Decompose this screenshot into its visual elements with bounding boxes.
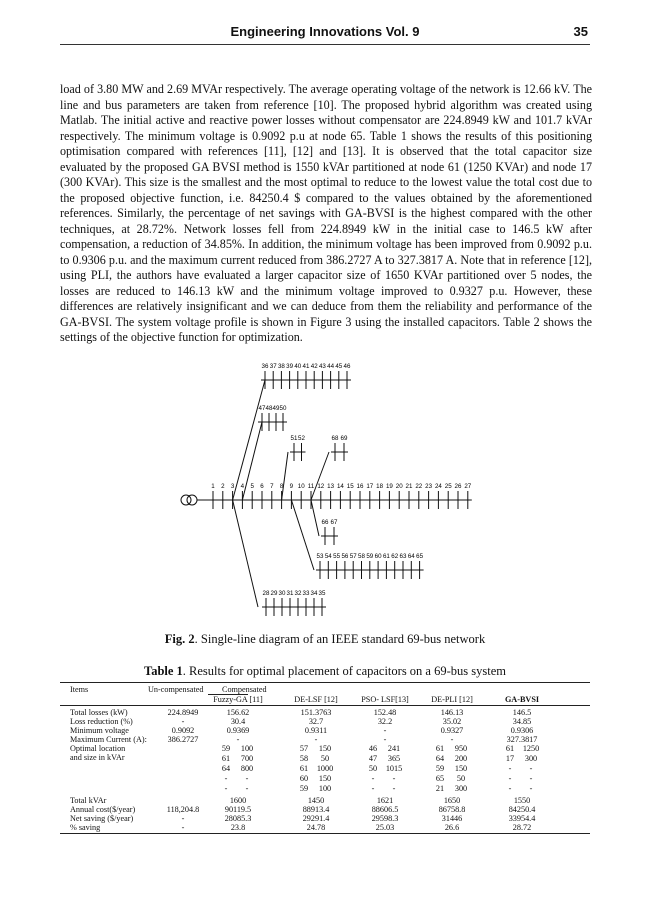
table-cell: 28085.3: [224, 814, 252, 823]
journal-title: Engineering Innovations Vol. 9: [230, 24, 420, 39]
placement-size: -: [245, 774, 249, 783]
table-cell: 146.5: [512, 708, 532, 717]
bus-label-37: 37: [269, 363, 277, 370]
placement-node: 65: [435, 774, 445, 783]
bus-label-26: 26: [454, 483, 462, 490]
placement-size: -: [245, 784, 249, 793]
figure-label: Fig. 2: [164, 632, 195, 646]
bus-label-6: 6: [260, 483, 264, 490]
placement-size: 300: [454, 784, 468, 793]
table-cell: -: [450, 735, 454, 744]
placement-size: -: [529, 764, 533, 773]
placement-node: 59: [299, 784, 309, 793]
bus-label-1: 1: [211, 483, 215, 490]
table-row-uncompensated: 0.9092: [171, 726, 195, 735]
table-row-label: Total losses (kW): [70, 708, 128, 717]
bus-label-36: 36: [261, 363, 269, 370]
placement-size: 100: [318, 784, 332, 793]
placement-label-2: and size in kVAr: [70, 753, 125, 762]
placement-size: 241: [387, 744, 401, 753]
placement-size: 300: [524, 754, 538, 763]
single-line-diagram: [0, 360, 650, 635]
placement-size: -: [529, 774, 533, 783]
table-header-rule: [60, 705, 590, 706]
table-caption: [0, 664, 650, 679]
bus-label-39: 39: [286, 363, 294, 370]
bus-label-33: 33: [302, 590, 310, 597]
placement-node: 61: [435, 744, 445, 753]
table-caption-text: . Results for optimal placement of capacitors on a 69-bus system: [182, 664, 506, 678]
header-rule: [60, 44, 590, 45]
table-cell: 156.62: [226, 708, 250, 717]
bus-label-19: 19: [385, 483, 393, 490]
bus-label-50: 50: [279, 405, 287, 412]
bus-label-29: 29: [270, 590, 278, 597]
table-cell: 23.8: [230, 823, 246, 832]
bus-label-41: 41: [302, 363, 310, 370]
placement-node: 59: [221, 744, 231, 753]
bus-label-59: 59: [366, 553, 374, 560]
placement-size: -: [392, 774, 396, 783]
bus-label-58: 58: [358, 553, 365, 560]
source-icon-2: [187, 495, 197, 505]
table-cell: 1600: [229, 796, 247, 805]
table-total-uncompensated: 118,204.8: [166, 805, 200, 814]
table-cell: 33954.4: [508, 814, 536, 823]
table-row-label: Loss reduction (%): [70, 717, 133, 726]
table-cell: -: [383, 735, 387, 744]
table-cell: -: [383, 726, 387, 735]
table-row-label: Maximum Current (A):: [70, 735, 147, 744]
placement-size: 150: [454, 764, 468, 773]
placement-size: 800: [240, 764, 254, 773]
bus-label-43: 43: [318, 363, 326, 370]
placement-node: 17: [505, 754, 515, 763]
bus-label-16: 16: [356, 483, 364, 490]
table-row-uncompensated: -: [181, 717, 185, 726]
table-cell: 0.9369: [226, 726, 250, 735]
bus-label-65: 65: [416, 553, 424, 560]
table-cell: 29291.4: [302, 814, 330, 823]
table-total-label: Net saving ($/year): [70, 814, 134, 823]
placement-size: 50: [456, 774, 466, 783]
table-row-uncompensated: 386.2727: [167, 735, 199, 744]
table-total-uncompensated: -: [181, 823, 185, 832]
diagram-svg: [0, 360, 650, 630]
placement-size: 1015: [385, 764, 403, 773]
table-cell: 32.7: [308, 717, 324, 726]
table-cell: 90119.5: [224, 805, 252, 814]
bus-label-55: 55: [333, 553, 341, 560]
page-number: 35: [573, 24, 588, 39]
table-cell: 29598.3: [371, 814, 399, 823]
bus-label-5: 5: [250, 483, 254, 490]
placement-size: 150: [318, 774, 332, 783]
table-cell: 35.02: [442, 717, 462, 726]
placement-node: -: [224, 784, 228, 793]
table-cell: 30.4: [230, 717, 246, 726]
branch-8-51: [279, 452, 288, 500]
table-cell: 25.03: [375, 823, 395, 832]
placement-node: 46: [368, 744, 378, 753]
bus-label-52: 52: [298, 435, 305, 442]
bus-label-7: 7: [270, 483, 274, 490]
bus-label-49: 49: [272, 405, 280, 412]
table-header-method: DE-LSF [12]: [294, 695, 338, 704]
bus-label-2: 2: [221, 483, 225, 490]
bus-label-62: 62: [391, 553, 399, 560]
placement-node: -: [371, 774, 375, 783]
bus-label-17: 17: [366, 483, 374, 490]
table-header-method: DE-PLI [12]: [431, 695, 473, 704]
placement-node: -: [508, 764, 512, 773]
placement-size: 100: [240, 744, 254, 753]
table-cell: 88606.5: [371, 805, 399, 814]
bus-label-45: 45: [335, 363, 343, 370]
bus-label-25: 25: [444, 483, 452, 490]
placement-node: 60: [299, 774, 309, 783]
bus-label-4: 4: [240, 483, 245, 490]
placement-size: -: [392, 784, 396, 793]
bus-label-12: 12: [317, 483, 325, 490]
placement-node: 58: [299, 754, 309, 763]
body-paragraph: load of 3.80 MW and 2.69 MVAr respectively. The average operating voltage of the network is 12.66 kV. The line and bus parameters are taken from reference [10]. The proposed hybrid algorithm was created using Matlab. The initial active and reactive power losses without compensator are 224.8949 kW and 101.7 kVAr respectively. The minimum voltage is 0.9092 p.u at node 65. Table 1 shows the results of this positioning optimisation compared with references [11], [12] and [13]. It is observed that the total capacitor size evaluated by the proposed GA BVSI method is 1550 kVAr partitioned at node 61 (1250 KVAr) and node 17 (300 KVAr). This size is the smallest and the most optimal to reduce to the lowest value the total cost due to the proposed objective function, i.e. 84250.4 $ compared to the values obtained by the aforementioned references. Similarly, the percentage of net savings with GA-BVSI is the highest compared with the other techniques, at 28.72%. Network losses fell from 224.8949 kW in the initial case to 146.5 kW after compensation, a reduction of 34.85%. In addition, the minimum voltage has been improved from 0.9092 p.u. to 0.9306 p.u. and the maximum current reduced from 386.2727 A to 327.3817 A. Note that in reference [12], using PLI, the authors have evaluated a larger capacitor size of 1650 KVAr partitioned over 5 nodes, the losses are reduced to 146.13 kW and the minimum voltage improved to 0.9327 p.u. However, these differences are relatively insignificant and we can deduce from them the reliability and performance of the GA-BVSI. The system voltage profile is shown in Figure 3 using the installed capacitors. Table 2 shows the settings of the objective function for optimization.: [60, 82, 592, 344]
table-label: Table 1: [144, 664, 183, 678]
table-cell: 88913.4: [302, 805, 330, 814]
bus-label-18: 18: [376, 483, 384, 490]
table-cell: 86758.8: [438, 805, 466, 814]
bus-label-15: 15: [346, 483, 354, 490]
placement-node: -: [371, 784, 375, 793]
figure-caption-text: . Single-line diagram of an IEEE standard 69-bus network: [194, 632, 486, 646]
bus-label-13: 13: [327, 483, 335, 490]
table-top-rule: [60, 682, 590, 683]
table-header-method: Fuzzy-GA [11]: [213, 695, 263, 704]
placement-node: 47: [368, 754, 378, 763]
placement-node: 57: [299, 744, 309, 753]
table-cell: 327.3817: [506, 735, 538, 744]
bus-label-23: 23: [425, 483, 433, 490]
bus-label-10: 10: [297, 483, 305, 490]
placement-node: 61: [505, 744, 515, 753]
table-header-method: PSO- LSF[13]: [361, 695, 409, 704]
bus-label-48: 48: [265, 405, 273, 412]
placement-size: 700: [240, 754, 254, 763]
placement-node: 50: [368, 764, 378, 773]
bus-label-51: 51: [290, 435, 298, 442]
figure-caption: [0, 632, 650, 647]
table-cell: 26.6: [444, 823, 460, 832]
table-cell: 28.72: [512, 823, 532, 832]
bus-label-46: 46: [343, 363, 351, 370]
bus-label-60: 60: [374, 553, 382, 560]
table-cell: 151.3763: [300, 708, 332, 717]
table-cell: 32.2: [377, 717, 393, 726]
table-header-uncompensated: Un-compensated: [148, 685, 204, 694]
table-cell: 152.48: [373, 708, 397, 717]
table-header-compensated: Compensated: [222, 685, 267, 694]
placement-node: 21: [435, 784, 445, 793]
table-cell: 24.78: [306, 823, 326, 832]
placement-size: 1000: [316, 764, 334, 773]
table-cell: -: [314, 735, 318, 744]
branch-3-28: [233, 500, 258, 607]
bus-label-63: 63: [399, 553, 407, 560]
placement-size: 150: [318, 744, 332, 753]
table-cell: 84250.4: [508, 805, 536, 814]
table-cell: 31446: [441, 814, 463, 823]
table-header-items: Items: [70, 685, 89, 694]
placement-size: 1250: [522, 744, 540, 753]
bus-label-57: 57: [349, 553, 357, 560]
bus-label-11: 11: [307, 483, 315, 490]
placement-node: 61: [299, 764, 309, 773]
bus-label-34: 34: [310, 590, 318, 597]
bus-label-68: 68: [331, 435, 339, 442]
bus-label-24: 24: [434, 483, 442, 490]
table-bottom-rule: [60, 833, 590, 834]
bus-label-69: 69: [340, 435, 348, 442]
placement-node: 64: [221, 764, 231, 773]
table-cell: 0.9311: [304, 726, 328, 735]
table-cell: 146.13: [440, 708, 464, 717]
placement-size: 200: [454, 754, 468, 763]
bus-label-20: 20: [395, 483, 403, 490]
branch-3-36: [230, 380, 265, 500]
table-header-method: GA-BVSI: [504, 695, 540, 704]
bus-label-38: 38: [277, 363, 285, 370]
bus-label-47: 47: [258, 405, 266, 412]
placement-node: -: [508, 784, 512, 793]
table-cell: 1621: [376, 796, 394, 805]
bus-label-42: 42: [310, 363, 318, 370]
table-cell: 1450: [307, 796, 325, 805]
table-row-uncompensated: 224.8949: [167, 708, 199, 717]
bus-label-14: 14: [336, 483, 344, 490]
placement-label: Optimal location: [70, 744, 126, 753]
bus-label-61: 61: [382, 553, 390, 560]
placement-size: 365: [387, 754, 401, 763]
bus-label-56: 56: [341, 553, 349, 560]
bus-label-44: 44: [327, 363, 335, 370]
table-row-label: Minimum voltage: [70, 726, 129, 735]
bus-label-64: 64: [407, 553, 415, 560]
branch-11-68: [311, 452, 329, 500]
bus-label-31: 31: [286, 590, 294, 597]
placement-node: 59: [435, 764, 445, 773]
bus-label-40: 40: [294, 363, 302, 370]
bus-label-9: 9: [289, 483, 294, 490]
bus-label-53: 53: [316, 553, 324, 560]
table-total-label: % saving: [70, 823, 101, 832]
bus-label-35: 35: [318, 590, 326, 597]
bus-label-67: 67: [330, 519, 338, 526]
bus-label-8: 8: [279, 483, 284, 490]
placement-node: -: [224, 774, 228, 783]
branch-9-53: [291, 500, 314, 570]
bus-label-66: 66: [321, 519, 329, 526]
bus-label-28: 28: [262, 590, 270, 597]
table-total-label: Total kVAr: [70, 796, 107, 805]
source-icon: [181, 495, 191, 505]
table-cell: 1650: [443, 796, 461, 805]
table-cell: 0.9327: [440, 726, 464, 735]
table-cell: 34.85: [512, 717, 532, 726]
placement-node: 64: [435, 754, 445, 763]
table-cell: 0.9306: [510, 726, 534, 735]
bus-label-21: 21: [405, 483, 413, 490]
table-total-label: Annual cost($/year): [70, 805, 136, 814]
placement-node: 61: [221, 754, 231, 763]
placement-node: -: [508, 774, 512, 783]
branch-11-66: [311, 500, 319, 536]
bus-label-3: 3: [230, 483, 235, 490]
table-total-uncompensated: -: [181, 814, 185, 823]
bus-label-27: 27: [464, 483, 472, 490]
bus-label-32: 32: [294, 590, 302, 597]
bus-label-22: 22: [415, 483, 423, 490]
placement-size: -: [529, 784, 533, 793]
bus-label-30: 30: [278, 590, 286, 597]
placement-size: 50: [320, 754, 330, 763]
table-cell: 1550: [513, 796, 531, 805]
table-cell: -: [236, 735, 240, 744]
bus-label-54: 54: [324, 553, 332, 560]
placement-size: 950: [454, 744, 468, 753]
